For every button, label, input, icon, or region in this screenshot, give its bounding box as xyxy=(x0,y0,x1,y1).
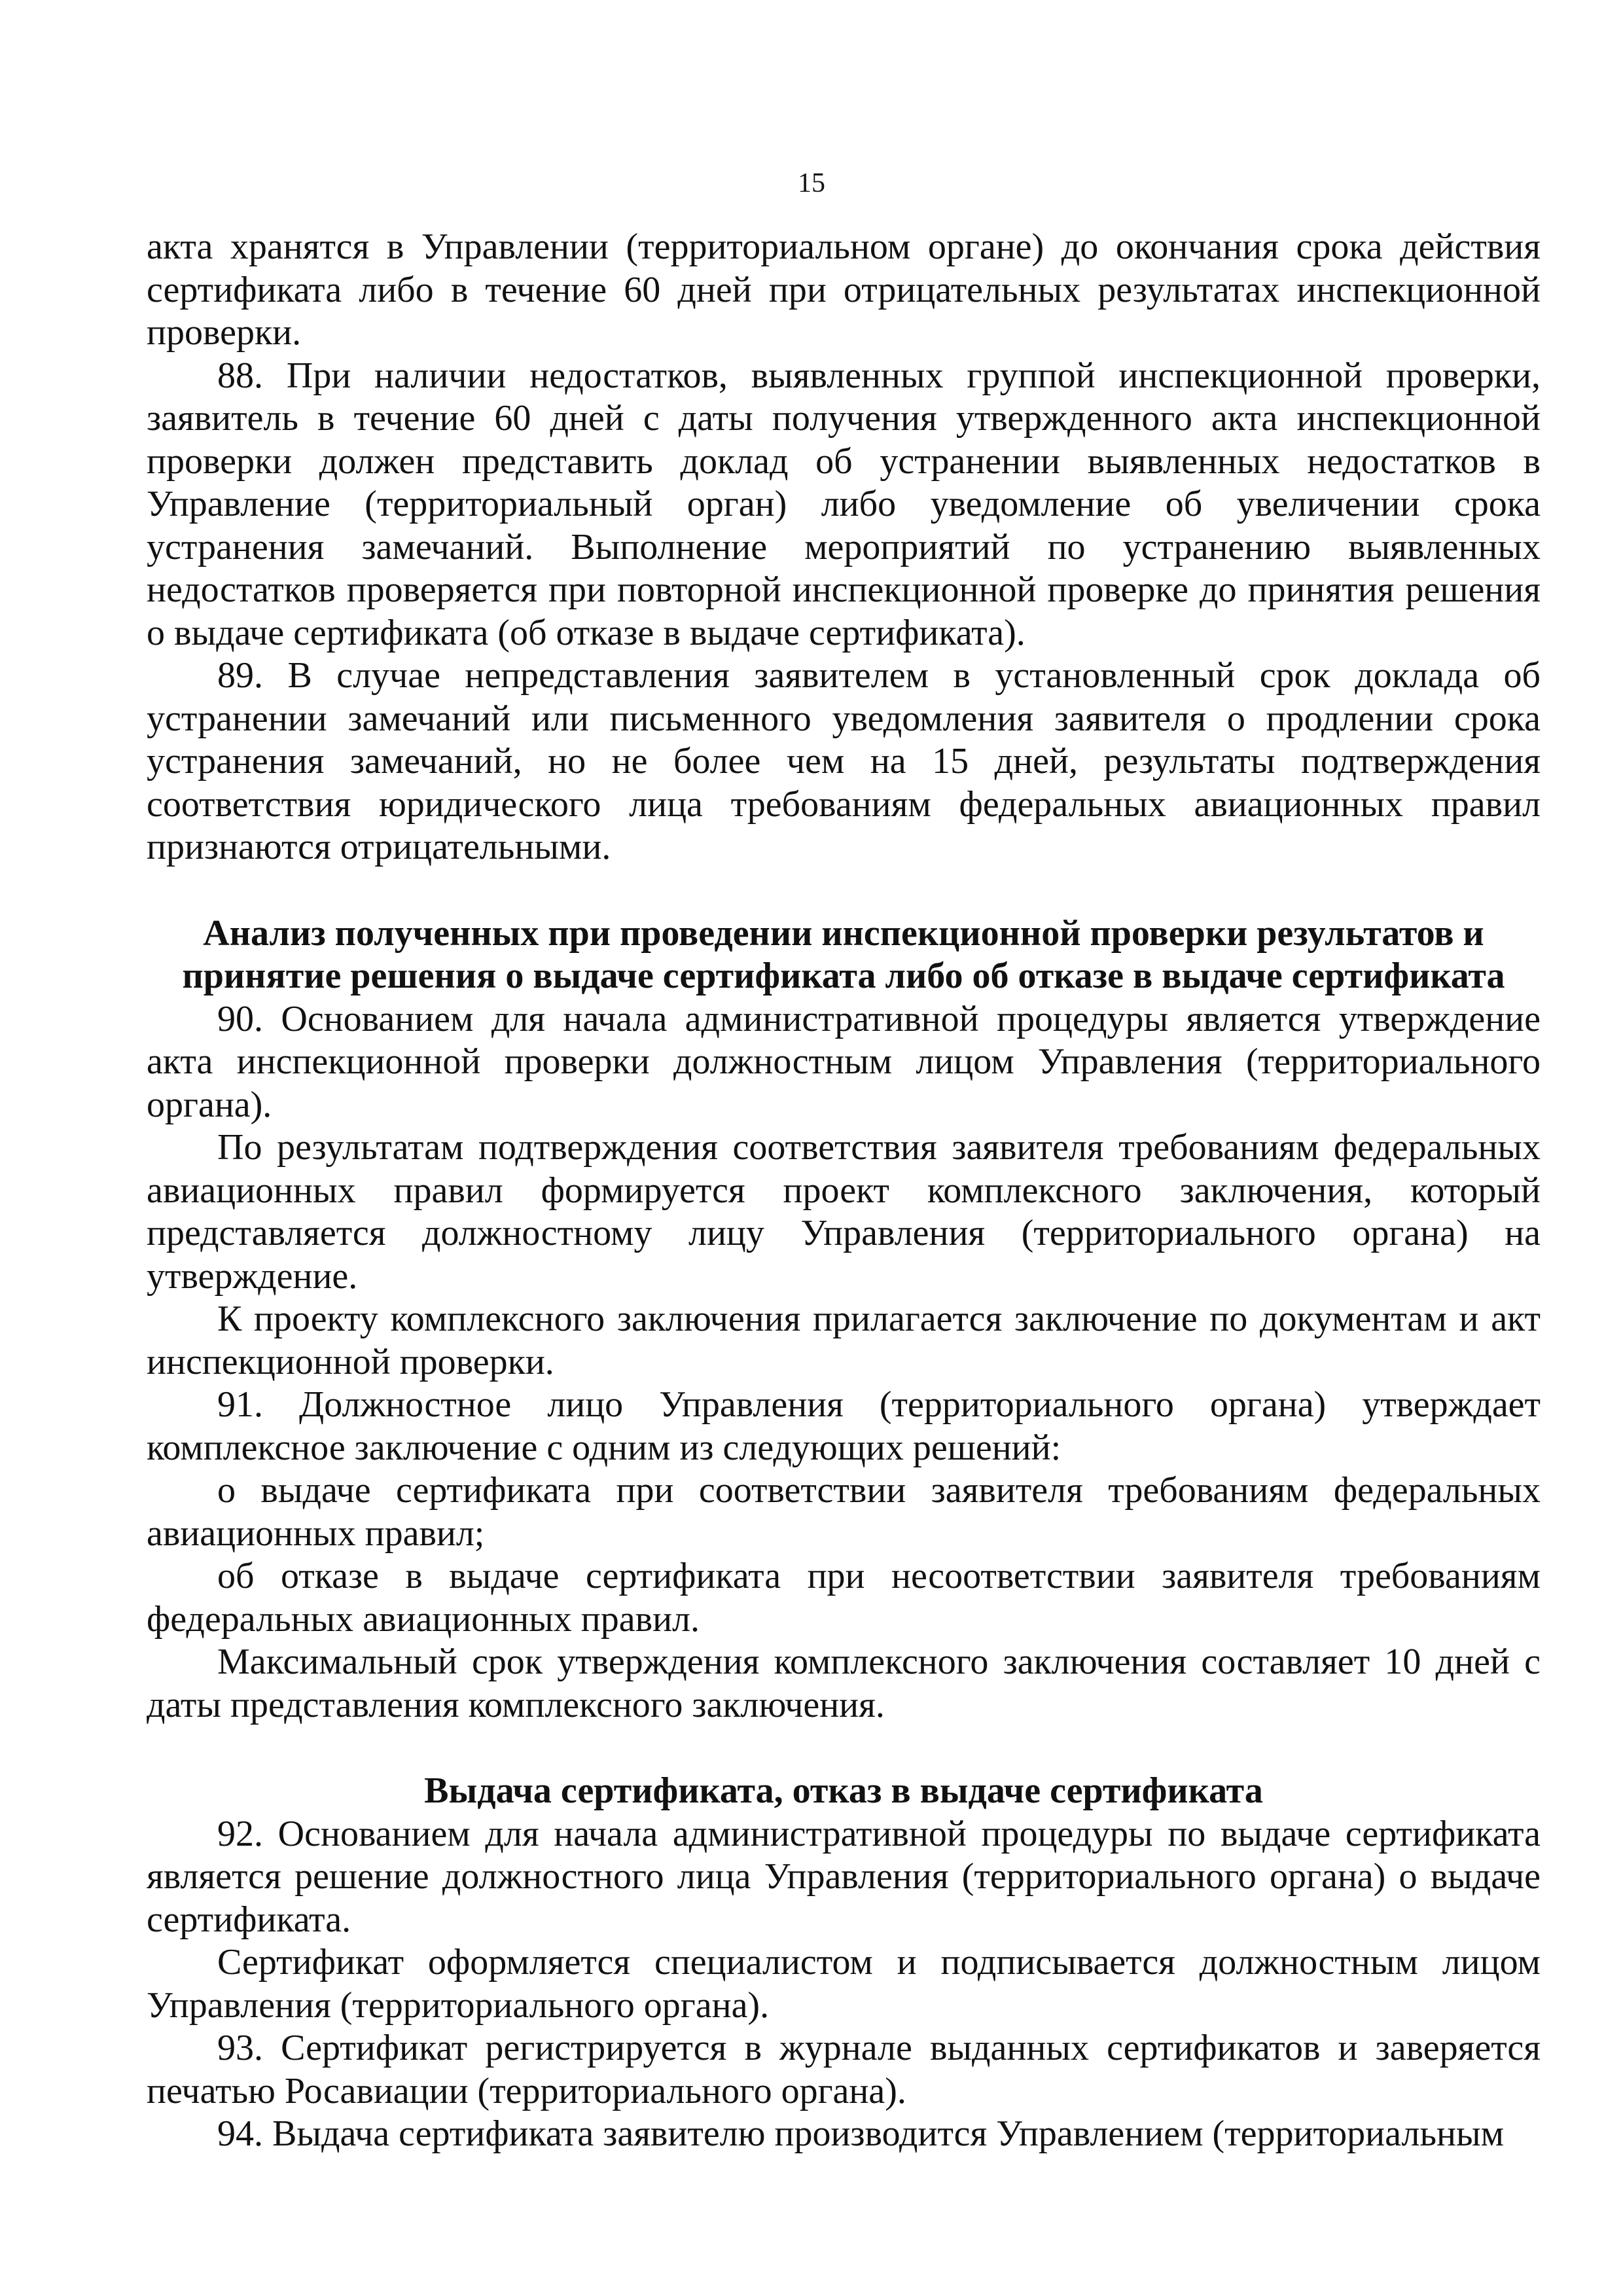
paragraph-93: 93. Сертификат регистрируется в журнале выданных сертификатов и заверяется печатью Росавиации (территориального органа). xyxy=(147,2028,1541,2111)
paragraph-90-results: По результатам подтверждения соответствия заявителя требованиям федеральных авиационных правил формируется проект комплексного заключения, который представляется должностному лицу Управления (территориального органа) на утверждение. xyxy=(147,1127,1541,1297)
section-gap xyxy=(147,1727,1541,1770)
paragraph-91: 91. Должностное лицо Управления (территориального органа) утверждает комплексное заключение с одним из следующих решений: xyxy=(147,1384,1541,1468)
paragraph-88: 88. При наличии недостатков, выявленных группой инспекционной проверки, заявитель в течение 60 дней с даты получения утвержденного акта инспекционной проверки должен представить доклад об устранении выявленных недостатков в Управление (территориальный орган) либо уведомление об увеличении срока устранения замечаний. Выполнение мероприятий по устранению выявленных недостатков проверяется при повторной инспекционной проверке до принятия решения о выдаче сертификата (об отказе в выдаче сертификата). xyxy=(147,355,1541,653)
page-number: 15 xyxy=(798,168,825,198)
paragraph-90-attachment: К проекту комплексного заключения прилагается заключение по документам и акт инспекционной проверки. xyxy=(147,1299,1541,1382)
section-heading-issuance: Выдача сертификата, отказ в выдаче сертификата xyxy=(424,1770,1263,1811)
paragraph-89: 89. В случае непредставления заявителем в установленный срок доклада об устранении замечаний или письменного уведомления заявителя о продлении срока устранения замечаний, но не более чем на 15 дней, результаты подтверждения соответствия юридического лица требованиям федеральных авиационных правил признаются отрицательными. xyxy=(147,655,1541,867)
paragraph-94: 94. Выдача сертификата заявителю производится Управлением (территориальным xyxy=(217,2113,1505,2154)
section-heading-analysis: Анализ полученных при проведении инспекционной проверки результатов и принятие решения о выдаче сертификата либо об отказе в выдаче сертификата xyxy=(182,912,1505,996)
section-gap xyxy=(147,869,1541,912)
paragraph-91-issue: о выдаче сертификата при соответствии заявителя требованиям федеральных авиационных правил; xyxy=(147,1470,1541,1554)
paragraph-91-deadline: Максимальный срок утверждения комплексного заключения составляет 10 дней с даты представления комплексного заключения. xyxy=(147,1641,1541,1725)
paragraph-90: 90. Основанием для начала административной процедуры является утверждение акта инспекционной проверки должностным лицом Управления (территориального органа). xyxy=(147,998,1541,1125)
paragraph-92: 92. Основанием для начала административной процедуры по выдаче сертификата является решение должностного лица Управления (территориального органа) о выдаче сертификата. xyxy=(147,1813,1541,1940)
paragraph-92-certificate: Сертификат оформляется специалистом и подписывается должностным лицом Управления (территориального органа). xyxy=(147,1942,1541,2026)
document-body xyxy=(147,226,1541,2156)
paragraph-continuation: акта хранятся в Управлении (территориальном органе) до окончания срока действия сертификата либо в течение 60 дней при отрицательных результатах инспекционной проверки. xyxy=(147,226,1541,353)
paragraph-91-refuse: об отказе в выдаче сертификата при несоответствии заявителя требованиям федеральных авиационных правил. xyxy=(147,1556,1541,1640)
